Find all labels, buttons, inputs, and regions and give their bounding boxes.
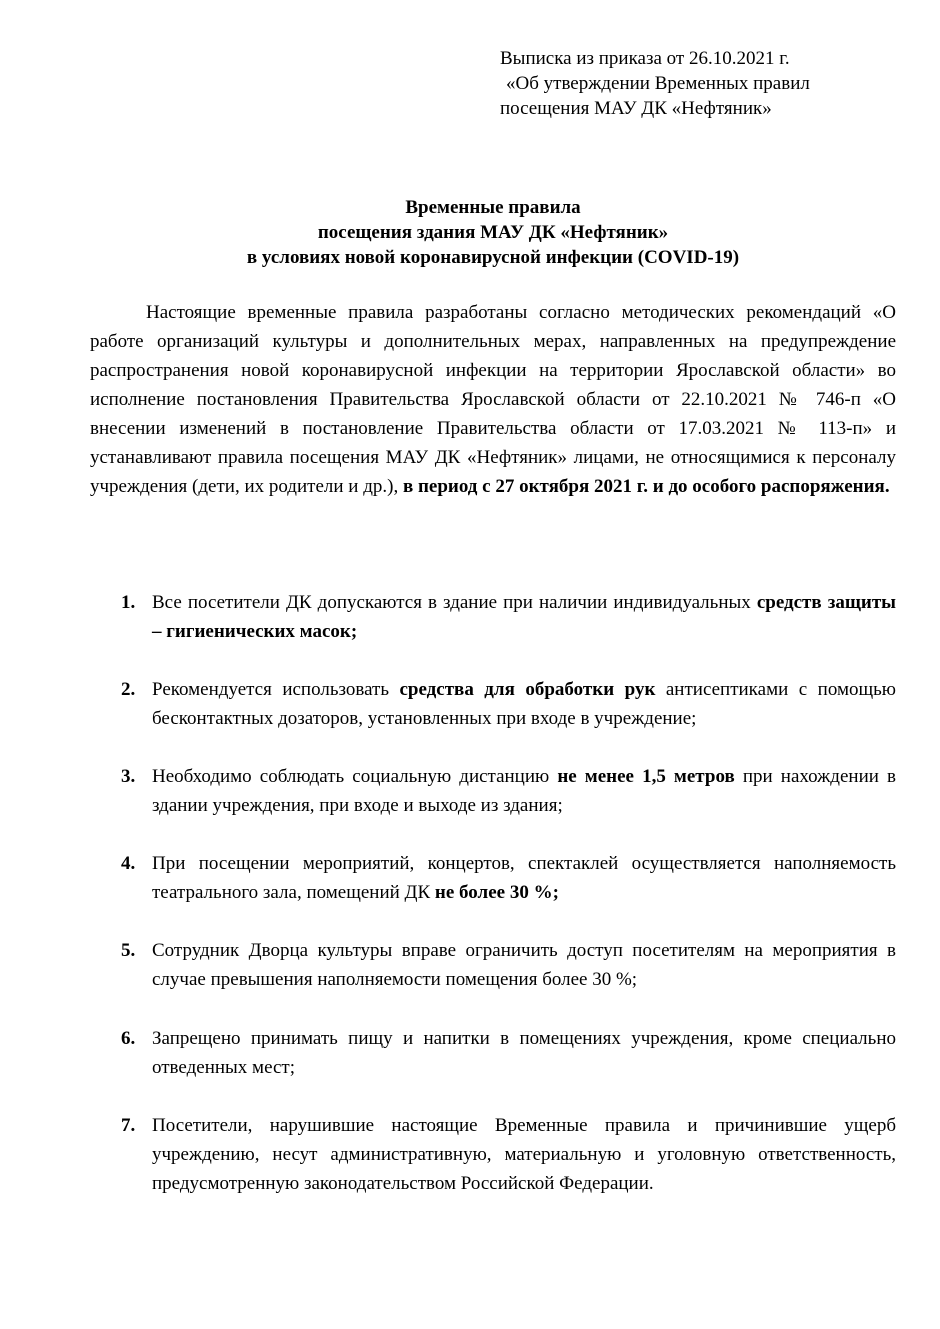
rule-item-2 (90, 675, 896, 733)
rule-text (152, 849, 896, 907)
rule-text-part: Посетители, нарушившие настоящие Временные правила и причинившие ущерб учреждению, несут административную, материальную и уголовную ответственность, предусмотренную законодательством Российской Федерации. (152, 1115, 896, 1194)
document-title (90, 195, 896, 270)
rule-text (152, 1111, 896, 1198)
title-line-1: Временные правила (405, 197, 581, 218)
rule-number: 7. (121, 1115, 136, 1136)
rule-text-part: Запрещено принимать пищу и напитки в помещениях учреждения, кроме специально отведенных мест; (152, 1028, 896, 1078)
title-line-2: посещения здания МАУ ДК «Нефтяник» (317, 222, 669, 243)
rule-item-5 (90, 936, 896, 994)
rule-text-part: Рекомендуется использовать (152, 679, 400, 700)
rule-text-part: Сотрудник Дворца культуры вправе ограничить доступ посетителям на мероприятия в случае превышения наполняемости помещения более 30 %; (152, 940, 896, 990)
order-extract-note (500, 46, 900, 121)
rule-item-1 (90, 588, 896, 646)
order-extract-line-2: «Об утверждении Временных правил (506, 73, 810, 94)
rule-item-7 (90, 1111, 896, 1198)
rule-number: 4. (121, 853, 136, 874)
order-extract-line-3: посещения МАУ ДК «Нефтяник» (500, 98, 772, 119)
intro-text: Настоящие временные правила разработаны согласно методических рекомендаций «О работе организаций культуры и дополнительных мерах, направленных на предупреждение распространения новой коронавирусной инфекции на территории Ярославской области» во исполнение постановления Правительства Ярославской области от 22.10.2021 № 746-п «О внесении изменений в постановление Правительства области от 17.03.2021 № 113-п» и устанавливают правила посещения МАУ ДК «Нефтяник» лицами, не относящимися к персоналу учреждения (дети, их родители и др.), (90, 302, 896, 497)
intro-paragraph (90, 298, 896, 501)
rule-item-6 (90, 1024, 896, 1082)
rule-text-bold: не менее 1,5 метров (557, 766, 735, 787)
rule-text-bold: не более 30 %; (434, 882, 559, 903)
rule-item-4 (90, 849, 896, 907)
rule-text (152, 675, 896, 733)
rule-number: 1. (121, 592, 136, 613)
rule-text-bold: средств защиты – гигиенических масок; (152, 592, 896, 642)
rule-item-3 (90, 762, 896, 820)
rule-number: 2. (121, 679, 136, 700)
rule-text (152, 936, 896, 994)
rule-text-part: Все посетители ДК допускаются в здание при наличии индивидуальных (152, 592, 757, 613)
rule-number: 6. (121, 1028, 136, 1049)
rule-text (152, 588, 896, 646)
rule-text (152, 762, 896, 820)
rule-text-part: антисептиками с помощью бесконтактных дозаторов, установленных при входе в учреждение; (152, 679, 896, 729)
rule-text (152, 1024, 896, 1082)
title-line-3: в условиях новой коронавирусной инфекции (COVID-19) (246, 247, 740, 268)
rule-number: 3. (121, 766, 136, 787)
rule-text-part: при нахождении в здании учреждения, при входе и выходе из здания; (152, 766, 896, 816)
rule-text-part: Необходимо соблюдать социальную дистанцию (152, 766, 558, 787)
rule-text-part: При посещении мероприятий, концертов, спектаклей осуществляется наполняемость театрального зала, помещений ДК (152, 853, 896, 903)
order-extract-line-1: Выписка из приказа от 26.10.2021 г. (500, 48, 790, 69)
rule-text-bold: средства для обработки рук (399, 679, 656, 700)
rule-number: 5. (121, 940, 136, 961)
intro-period-bold: в период с 27 октября 2021 г. и до особого распоряжения. (402, 476, 890, 497)
